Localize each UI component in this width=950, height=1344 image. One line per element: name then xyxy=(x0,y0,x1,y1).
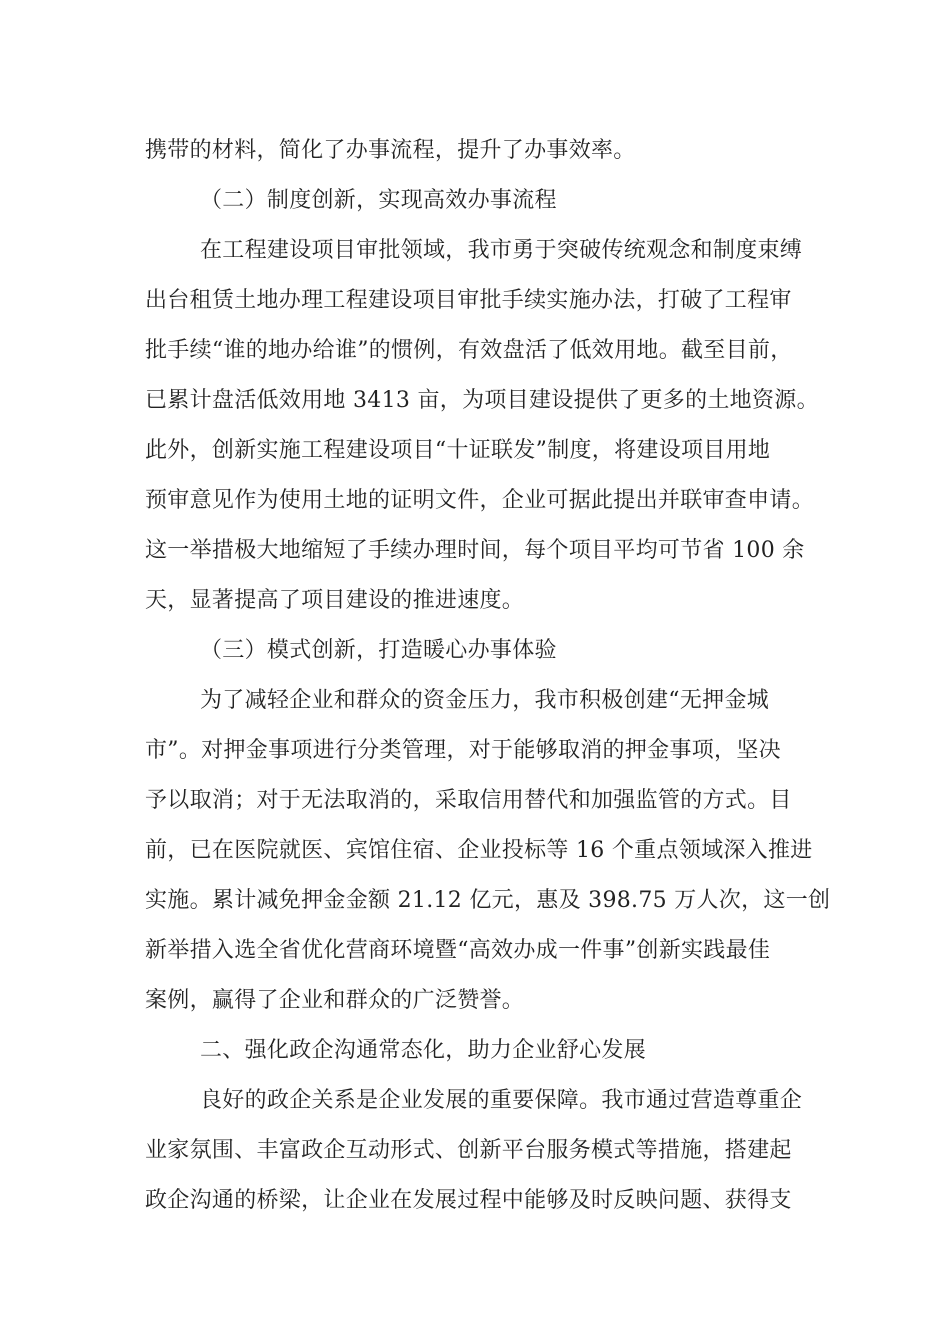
text-line: 出台租赁土地办理工程建设项目审批手续实施办法，打破了工程审 xyxy=(145,288,792,313)
text-line: 已累计盘活低效用地 3413 亩，为项目建设提供了更多的土地资源。 xyxy=(145,388,819,413)
text-line: 实施。累计减免押金金额 21.12 亿元，惠及 398.75 万人次，这一创 xyxy=(145,888,831,913)
text-line: 批手续“谁的地办给谁”的惯例，有效盘活了低效用地。截至目前， xyxy=(145,338,793,363)
text-line: 市”。对押金事项进行分类管理，对于能够取消的押金事项，坚决 xyxy=(145,738,781,763)
text-line: 前，已在医院就医、宾馆住宿、企业投标等 16 个重点领域深入推进 xyxy=(145,838,813,863)
paragraph-first-line: 良好的政企关系是企业发展的重要保障。我市通过营造尊重企 xyxy=(200,1088,803,1113)
text-line: 业家氛围、丰富政企互动形式、创新平台服务模式等措施，搭建起 xyxy=(145,1138,792,1163)
section-heading: 二、强化政企沟通常态化，助力企业舒心发展 xyxy=(200,1038,647,1063)
text-line: 政企沟通的桥梁，让企业在发展过程中能够及时反映问题、获得支 xyxy=(145,1188,792,1213)
text-line: 案例，赢得了企业和群众的广泛赞誉。 xyxy=(145,988,525,1013)
text-line: 此外，创新实施工程建设项目“十证联发”制度，将建设项目用地 xyxy=(145,438,771,463)
text-line: 新举措入选全省优化营商环境暨“高效办成一件事”创新实践最佳 xyxy=(145,938,771,963)
section-heading: （三）模式创新，打造暖心办事体验 xyxy=(200,638,557,663)
section-heading: （二）制度创新，实现高效办事流程 xyxy=(200,188,557,213)
paragraph-first-line: 为了减轻企业和群众的资金压力，我市积极创建“无押金城 xyxy=(200,688,770,713)
paragraph-first-line: 在工程建设项目审批领域，我市勇于突破传统观念和制度束缚 xyxy=(200,238,803,263)
text-line: 预审意见作为使用土地的证明文件，企业可据此提出并联审查申请。 xyxy=(145,488,815,513)
text-line: 这一举措极大地缩短了手续办理时间，每个项目平均可节省 100 余 xyxy=(145,538,805,563)
text-line: 予以取消；对于无法取消的，采取信用替代和加强监管的方式。目 xyxy=(145,788,792,813)
text-line: 携带的材料，简化了办事流程，提升了办事效率。 xyxy=(145,138,636,163)
text-line: 天，显著提高了项目建设的推进速度。 xyxy=(145,588,525,613)
